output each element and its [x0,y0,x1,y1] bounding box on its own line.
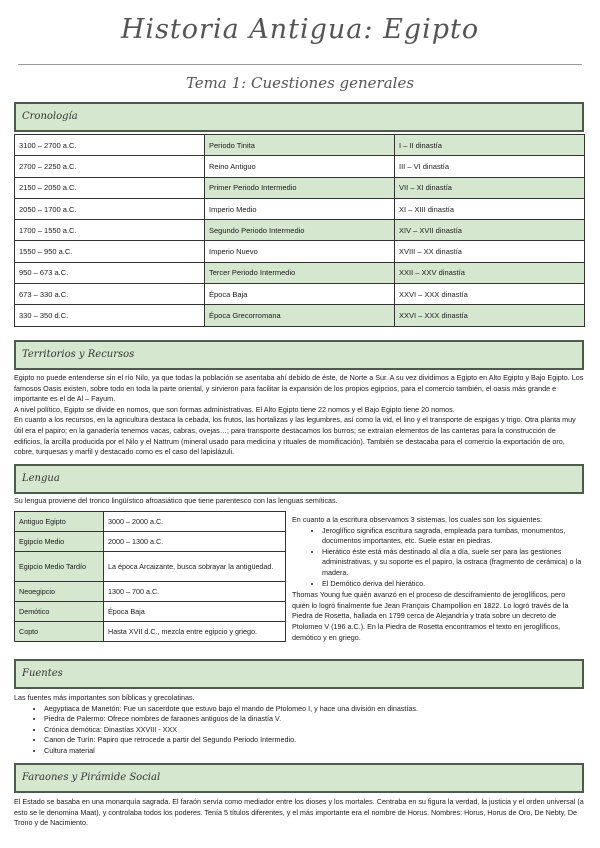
chronology-row [15,241,585,262]
fuentes-intro: Las fuentes más importantes son bíblicas y grecolatinas. [14,693,195,702]
language-period: 3000 – 2000 a.C. [104,512,286,532]
section-heading-cronologia: Cronología [14,102,584,132]
language-stage: Demótico [15,602,104,622]
lengua-intro: Su lengua proviene del tronco lingüístico afroasiático que tiene parentesco con las lenguas semíticas. [14,496,338,505]
chronology-dates: 3100 – 2700 a.C. [15,135,205,156]
chronology-dynasties: I – II dinastía [395,135,585,156]
territorios-paragraph: A nivel político, Egipto se divide en nomos, que son formas administrativas. El Alto Egipto tiene 22 nomos y el Bajo Egipto tiene 20 nomos. [14,404,455,414]
language-row [15,602,286,622]
chronology-row [15,177,585,198]
section-heading-lengua: Lengua [14,464,584,494]
territorios-text [14,373,584,458]
source-item: • Cultura material [44,746,584,757]
chronology-dates: 2050 – 1700 a.C. [15,198,205,219]
source-item: • Aegyptiaca de Manetón: Fue un sacerdote que estuvo bajo el mando de Ptolomeo I, y hace una división en dinastías. [44,704,584,715]
source-item: • Piedra de Palermo: Ofrece nombres de faraones antiguos de la dinastía V. [44,714,584,725]
chronology-period: Tercer Periodo Intermedio [205,262,395,283]
chronology-dynasties: XVIII – XX dinastía [395,241,585,262]
chronology-dynasties: III – VI dinastía [395,156,585,177]
chronology-dates: 2150 – 2050 a.C. [15,177,205,198]
chronology-period: Imperio Medio [205,198,395,219]
chronology-dynasties: XIV – XVII dinastía [395,220,585,241]
chronology-dynasties: XXVI – XXX dinastía [395,284,585,305]
language-stage: Egipcio Medio Tardío [15,552,104,582]
language-row [15,532,286,552]
chronology-table [14,134,585,327]
chronology-dynasties: XXII – XXV dinastía [395,262,585,283]
chronology-row [15,135,585,156]
territorios-paragraph: En cuanto a los recursos, en la agricultura destaca la cebada, los frutos, las hortalizas y las legumbres, así como la vid, el lino y el transporte de espigas y trigo. Otra planta muy útil era el papiro; en la ganadería tenemos vacas, cabras, ovejas…; para transporte destacamos los burros; se extraían elementos de las canteras para la construcción de edificios, la arcilla producida por el Nilo y el Nattrum (mineral usado para medicina y rituales de momificación). También se destacaba para el comercio la exportación de oro, cobre, turquesas y marfil y destacado como es el caso del lapislázuli. [14,415,576,457]
section-heading-fuentes: Fuentes [14,659,584,689]
chronology-row [15,198,585,219]
writing-systems [292,515,584,643]
chronology-period: Periodo Tinita [205,135,395,156]
young-paragraph: Thomas Young fue quién avanzó en el proceso de desciframiento de jeroglíficos, pero quién lo logró finalmente fue Jean François Champollion en 1822. Lo logró través de la Piedra de Rosetta, hallada en 1799 cerca de Alejandría y trata sobre un decreto de Ptolomeo V (196 a.C.). En la Piedra de Rosetta encontramos el texto en jeroglíficos, demótico y en griego. [292,590,569,642]
chronology-period: Época Baja [205,284,395,305]
chronology-row [15,284,585,305]
language-period: Época Baja [104,602,286,622]
chronology-dates: 950 – 673 a.C. [15,262,205,283]
territorios-paragraph: Egipto no puede entenderse sin el río Nilo, ya que todas la población se asentaba ahí debido de éste, de Norte a Sur. A su vez dividimos a Egipto en Alto Egipto y Bajo Egipto. Los famosos Oasis existen, sobre todo en toda la parte oriental, y sirvieron para facilitar la expansión de los propios egipcios, para el comercio también, el oasis más grande e importante es el de Al – Fayum. [14,373,584,404]
language-row [15,552,286,582]
language-period: Hasta XVII d.C., mezcla entre egipcio y griego. [104,622,286,642]
chronology-dates: 1700 – 1550 a.C. [15,220,205,241]
chronology-dates: 2700 – 2250 a.C. [15,156,205,177]
section-heading-faraones: Faraones y Pirámide Social [14,763,584,793]
document-title: Historia Antigua: Egipto [120,14,480,45]
chronology-dynasties: XXVI – XXX dinastía [395,305,585,326]
fuentes-text [14,693,584,757]
writing-list [292,526,584,590]
language-stage: Egipcio Medio [15,532,104,552]
source-item: • Canon de Turín: Papiro que retrocede a partir del Segundo Periodo Intermedio. [44,735,584,746]
language-row [15,512,286,532]
chronology-period: Reino Antiguo [205,156,395,177]
language-period: 2000 – 1300 a.C. [104,532,286,552]
writing-system-item: • El Demótico deriva del hierático. [322,579,584,590]
language-period: La época Arcaizante, busca sobrayar la antigüedad. [104,552,286,582]
language-stages-table [14,511,286,642]
chronology-period: Segundo Periodo Intermedio [205,220,395,241]
chronology-dynasties: VII – XI dinastía [395,177,585,198]
section-heading-territorios: Territorios y Recursos [14,340,584,370]
source-item: • Crónica demótica: Dinastías XXVIII - XXX [44,725,584,736]
language-period: 1300 – 700 a.C. [104,582,286,602]
chronology-row [15,220,585,241]
chronology-dates: 1550 – 950 a.C. [15,241,205,262]
chronology-period: Primer Periodo Intermedio [205,177,395,198]
chronology-dynasties: XI – XIII dinastía [395,198,585,219]
chronology-dates: 330 – 350 d.C. [15,305,205,326]
chronology-row [15,156,585,177]
language-stage: Copto [15,622,104,642]
language-row [15,582,286,602]
chronology-row [15,262,585,283]
language-stage: Neoegipcio [15,582,104,602]
chronology-period: Imperio Nuevo [205,241,395,262]
chronology-dates: 673 – 330 a.C. [15,284,205,305]
writing-intro: En cuanto a la escritura observamos 3 sistemas, los cuales son los siguientes: [292,515,543,524]
faraones-paragraph: El Estado se basaba en una monarquía sagrada. El faraón servía como mediador entre los dioses y los mortales. Centraba en su figura la verdad, la justicia y el orden universal (a esto se le denomina Maat), y controlaba todos los poderes. Tenía 5 títulos diferentes, y el más importante era el nombre de Horus. Nombres: Horus, Horus de Oro, De Nebty, De Trono y de Nacimiento. [14,797,584,828]
writing-system-item: • Jeroglífico significa escritura sagrada, empleada para tumbas, monumentos, documentos importantes, etc. Suele estar en piedras. [322,526,584,547]
writing-system-item: • Hierático éste está más destinado al día a día, suele ser para las gestiones administrativas, y su soporte es el papiro, la ostraca (fragmento de cerámica) o la madera. [322,547,584,579]
language-row [15,622,286,642]
chronology-period: Época Grecorromana [205,305,395,326]
fuentes-list [14,704,584,757]
document-subtitle: Tema 1: Cuestiones generales [185,74,415,92]
language-stage: Antiguo Egipto [15,512,104,532]
chronology-row [15,305,585,326]
title-divider [18,64,582,65]
